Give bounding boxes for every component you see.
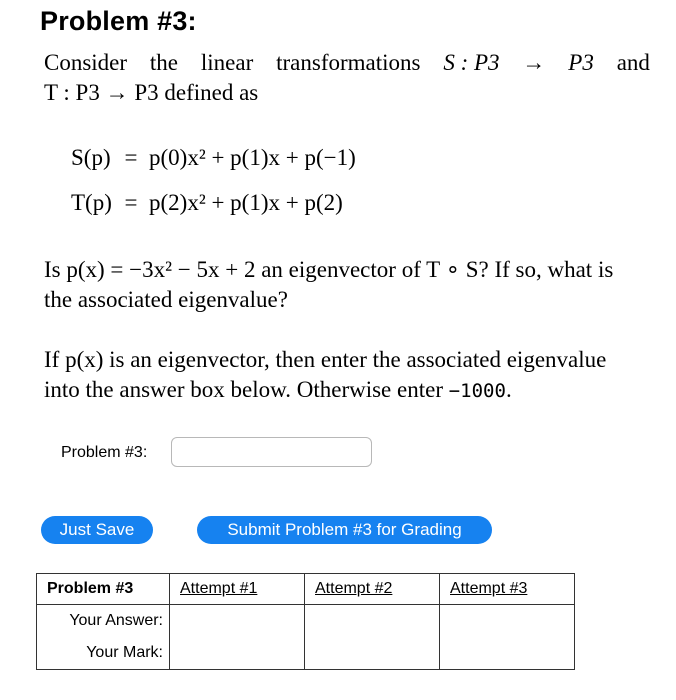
equation-s-lhs: S(p) <box>71 145 111 170</box>
intro-word-consider: Consider <box>44 50 128 75</box>
attempt-1-cell <box>170 605 305 670</box>
instruction-text <box>44 345 652 406</box>
instruction-period: . <box>505 377 512 402</box>
attempt-2-label[interactable]: Attempt #2 <box>315 580 393 597</box>
equation-s <box>71 145 356 171</box>
attempt-2-link[interactable] <box>305 574 440 605</box>
equation-t-lhs: T(p) <box>71 190 112 215</box>
answer-label: Problem #3: <box>61 444 148 461</box>
attempts-table-header: Problem #3 <box>37 574 170 605</box>
equation-t-rhs: p(2)x² + p(1)x + p(2) <box>149 190 343 215</box>
attempt-3-label[interactable]: Attempt #3 <box>450 580 528 597</box>
intro-line-1 <box>44 50 650 76</box>
equation-s-rhs: p(0)x² + p(1)x + p(−1) <box>149 145 356 170</box>
intro-line-2: T : P3 → P3 defined as <box>44 80 259 105</box>
instruction-line-2-text: into the answer box below. Otherwise enter <box>44 377 449 402</box>
your-answer-label: Your Answer: <box>37 605 170 638</box>
intro-arrow: → <box>522 50 546 75</box>
instruction-line-1: If p(x) is an eigenvector, then enter the associated eigenvalue <box>44 347 607 372</box>
instruction-line-2 <box>44 375 652 406</box>
submit-button[interactable]: Submit Problem #3 for Grading <box>197 516 492 544</box>
intro-word-the: the <box>149 50 179 75</box>
attempt-3-cell <box>440 605 575 670</box>
attempts-table <box>36 573 575 670</box>
attempt-1-label[interactable]: Attempt #1 <box>180 580 258 597</box>
intro-codomain: P3 <box>568 50 594 75</box>
your-mark-label: Your Mark: <box>37 637 170 670</box>
equals-sign: = <box>124 145 138 170</box>
attempt-1-link[interactable] <box>170 574 305 605</box>
intro-map-s: S : P3 <box>443 50 500 75</box>
question-line-1: Is p(x) = −3x² − 5x + 2 an eigenvector of T ∘ S? If so, what is <box>44 257 614 282</box>
sentinel-value: −1000 <box>448 380 506 402</box>
just-save-button[interactable]: Just Save <box>41 516 153 544</box>
intro-word-transformations: transformations <box>276 50 421 75</box>
intro-word-and: and <box>616 50 650 75</box>
intro-word-linear: linear <box>200 50 254 75</box>
question-text <box>44 255 652 315</box>
answer-input[interactable] <box>171 437 372 467</box>
equals-sign: = <box>124 190 138 215</box>
attempt-3-link[interactable] <box>440 574 575 605</box>
question-line-2: the associated eigenvalue? <box>44 287 288 312</box>
problem-title: Problem #3: <box>40 6 197 36</box>
attempt-2-cell <box>305 605 440 670</box>
equation-t <box>71 190 343 216</box>
